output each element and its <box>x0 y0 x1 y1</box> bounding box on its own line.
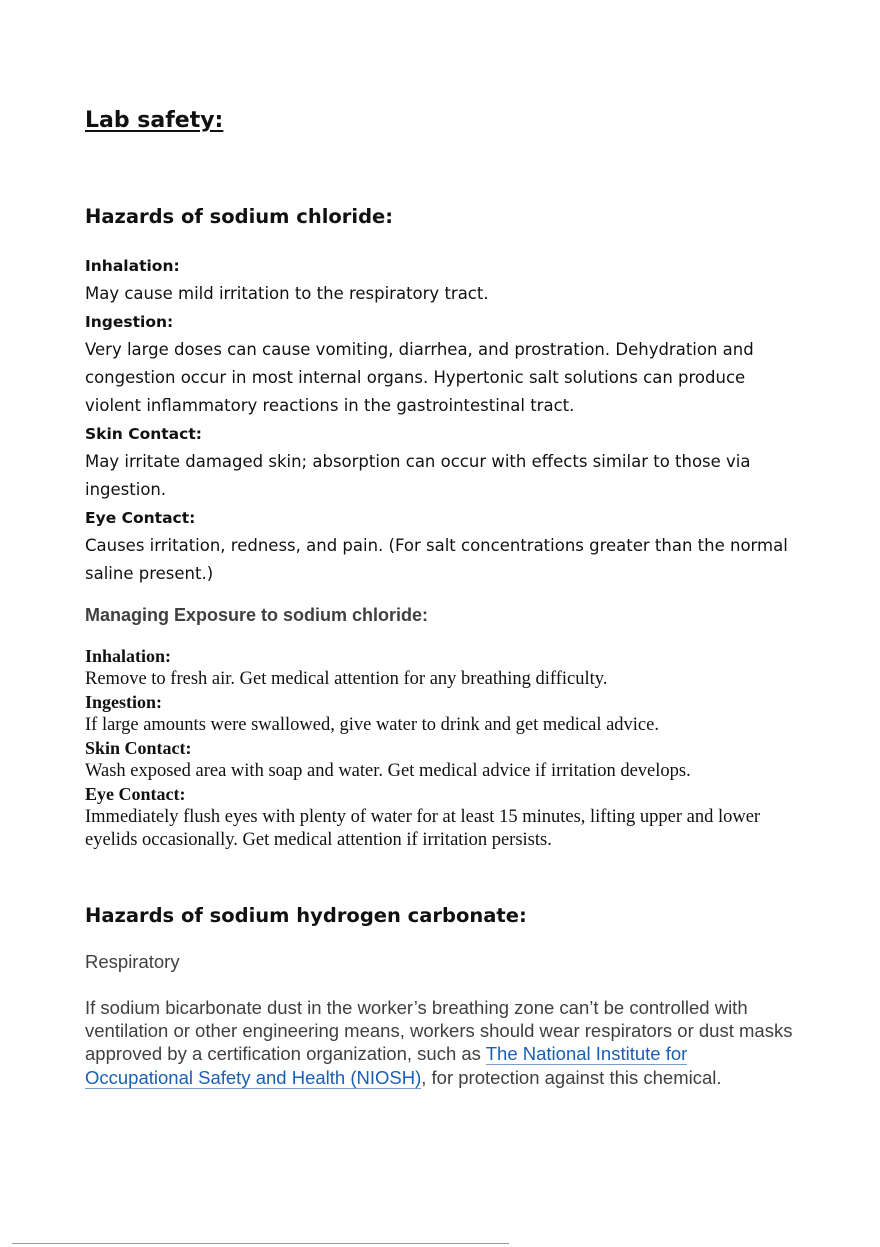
nacl-hazard-inhalation-text: May cause mild irritation to the respiratory tract. <box>85 284 489 303</box>
nacl-manage-inhalation-text: Remove to fresh air. Get medical attention for any breathing difficulty. <box>85 669 608 689</box>
nacl-manage-skin-text: Wash exposed area with soap and water. Get medical advice if irritation develops. <box>85 761 691 781</box>
nacl-hazards-heading: Hazards of sodium chloride: <box>85 205 394 228</box>
footer-divider <box>12 1243 509 1244</box>
paragraph-text-before: If sodium bicarbonate dust in the worker’s breathing zone can’t be controlled with ventilation or other engineering means, workers should wear respirators or dust masks approved by a certification organization, such as <box>85 997 793 1065</box>
nacl-hazard-ingestion-text: Very large doses can cause vomiting, diarrhea, and prostration. Dehydration and congestion occur in most internal organs. Hypertonic salt solutions can produce violent inflammatory reactions in the gastrointestinal tract. <box>85 340 754 415</box>
nacl-hazard-ingestion-label: Ingestion: <box>85 313 174 331</box>
niosh-link[interactable]: The National Institute for Occupational Safety and Health (NIOSH) <box>85 1043 688 1088</box>
nacl-manage-eye-label: Eye Contact: <box>85 784 186 804</box>
nacl-hazard-skin-text: May irritate damaged skin; absorption can occur with effects similar to those via ingestion. <box>85 452 751 499</box>
nacl-hazard-eye-label: Eye Contact: <box>85 509 196 527</box>
nacl-manage-inhalation-label: Inhalation: <box>85 646 172 666</box>
nacl-hazard-skin-label: Skin Contact: <box>85 425 202 443</box>
nacl-managing-heading: Managing Exposure to sodium chloride: <box>85 605 429 625</box>
respiratory-subheading: Respiratory <box>85 951 180 972</box>
paragraph-text-after: , for protection against this chemical. <box>421 1066 722 1088</box>
nacl-manage-skin-label: Skin Contact: <box>85 738 192 758</box>
nacl-managing-list <box>85 645 805 852</box>
page-title: Lab safety: <box>85 108 224 133</box>
nacl-manage-eye-text: Immediately flush eyes with plenty of water for at least 15 minutes, lifting upper and lower eyelids occasionally. Get medical attention if irritation persists. <box>85 807 761 850</box>
nacl-hazard-inhalation-label: Inhalation: <box>85 257 180 275</box>
nacl-hazards-list <box>85 252 805 588</box>
nahco3-hazards-heading: Hazards of sodium hydrogen carbonate: <box>85 904 527 927</box>
nacl-hazard-eye-text: Causes irritation, redness, and pain. (For salt concentrations greater than the normal saline present.) <box>85 536 788 583</box>
nacl-manage-ingestion-text: If large amounts were swallowed, give water to drink and get medical advice. <box>85 715 659 735</box>
respiratory-paragraph <box>85 996 797 1089</box>
nacl-manage-ingestion-label: Ingestion: <box>85 692 163 712</box>
